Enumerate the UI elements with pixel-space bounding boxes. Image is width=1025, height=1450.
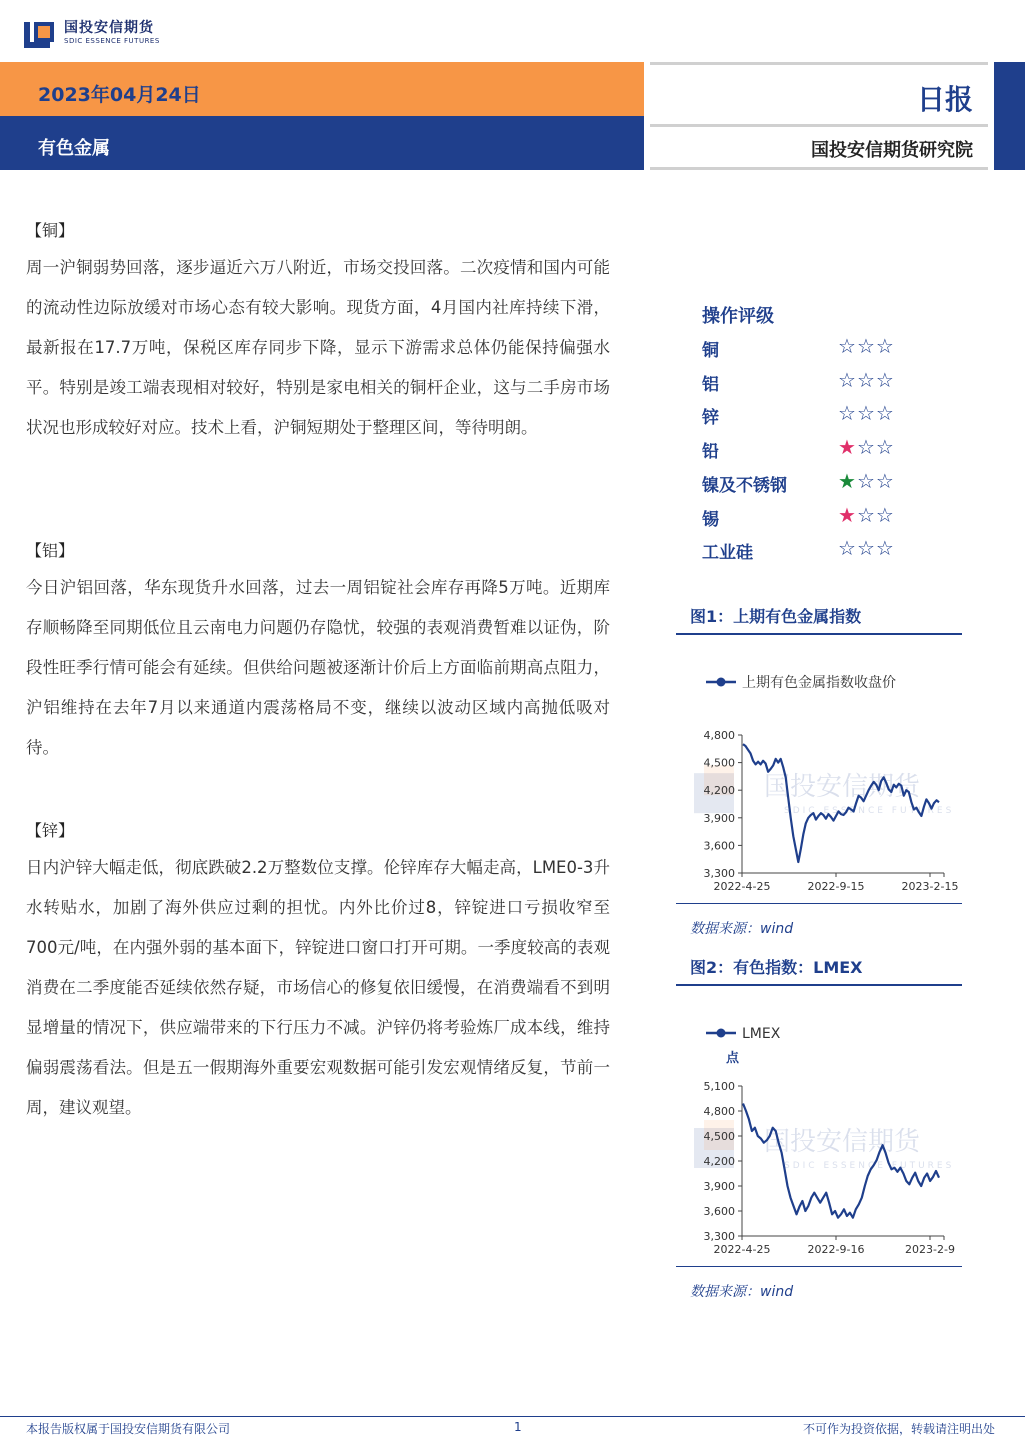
- watermark-subtext: SDIC ESSENCE FUTURES: [784, 1161, 955, 1171]
- star-filled-icon: ★: [838, 502, 857, 527]
- rating-name: 铅: [702, 442, 719, 463]
- y-tick-label: 3,900: [703, 1180, 735, 1193]
- y-tick-label: 3,300: [703, 867, 735, 880]
- figure1-title: 图1：上期有色金属指数: [690, 607, 862, 626]
- figure2-source: 数据来源：wind: [690, 1284, 794, 1300]
- figure2-chart: [676, 992, 962, 1262]
- star-outline-icon: ☆: [856, 468, 876, 493]
- star-filled-icon: ★: [838, 435, 857, 460]
- rating-stars: [838, 401, 895, 425]
- rating-name: 镍及不锈钢: [702, 475, 787, 496]
- x-tick-label: 2022-9-15: [807, 880, 865, 893]
- rating-row: [702, 367, 922, 404]
- section-title-copper: 【铜】: [26, 221, 75, 240]
- institute-name: 国投安信期货研究院: [811, 140, 973, 161]
- star-outline-icon: ☆: [856, 435, 876, 460]
- x-tick-label: 2022-9-16: [807, 1243, 865, 1256]
- legend-marker: [717, 1029, 726, 1038]
- report-category: 有色金属: [38, 138, 110, 159]
- star-filled-icon: ★: [838, 468, 857, 493]
- footer-disclaimer: 不可作为投资依据，转载请注明出处: [802, 1422, 995, 1436]
- star-outline-icon: ☆: [838, 334, 857, 358]
- figure2-top-rule: [676, 984, 962, 986]
- rating-name: 铜: [702, 341, 719, 361]
- star-outline-icon: ☆: [875, 468, 895, 493]
- legend-label: 上期有色金属指数收盘价: [742, 675, 896, 691]
- rating-name: 工业硅: [702, 543, 753, 564]
- section-text-aluminum: 今日沪铝回落，华东现货升水回落，过去一周铝锭社会库存再降5万吨。近期库存顺畅降至同期低位且云南电力问题仍存隐忧，较强的表观消费暂难以证伪，阶段性旺季行情可能会有延续。但供给问题被逐渐计价后上方面临前期高点阻力，沪铝维持在去年7月以来通道内震荡格局不变，继续以波动区域内高抛低吸对待。: [26, 578, 610, 757]
- rating-stars: [838, 334, 895, 358]
- section-text-copper: 周一沪铜弱势回落，逐步逼近六万八附近，市场交投回落。二次疫情和国内可能的流动性边际放缓对市场心态有较大影响。现货方面，4月国内社库持续下滑，最新报在17.7万吨，保税区库存同步下降，显示下游需求总体仍能保持偏强水平。特别是竣工端表现相对较好，特别是家电相关的铜杆企业，这与二手房市场状况也形成较好对应。技术上看，沪铜短期处于整理区间，等待明朗。: [26, 258, 610, 437]
- y-tick-label: 4,500: [703, 1130, 735, 1143]
- star-outline-icon: ☆: [875, 502, 895, 527]
- footer-rule: [0, 1416, 1025, 1417]
- watermark-text: 国投安信期货: [764, 772, 921, 803]
- y-tick-label: 3,600: [703, 1205, 735, 1218]
- footer-copyright: 本报告版权属于国投安信期货有限公司: [26, 1422, 231, 1436]
- rating-stars: [838, 435, 895, 459]
- x-tick-label: 2022-4-25: [713, 1243, 771, 1256]
- figure1-chart: [676, 640, 962, 900]
- x-tick-label: 2023-2-9: [905, 1243, 955, 1256]
- figure1-source: 数据来源：wind: [690, 921, 794, 937]
- y-tick-label: 4,200: [703, 1155, 735, 1168]
- rating-row: [702, 437, 922, 471]
- rating-stars: [838, 469, 895, 493]
- star-outline-icon: ☆: [838, 367, 857, 392]
- header-divider-mid: [650, 124, 988, 127]
- rating-row: [702, 538, 922, 572]
- series-line: [743, 744, 939, 862]
- star-outline-icon: ☆: [856, 536, 876, 561]
- figure1-top-rule: [676, 633, 962, 635]
- x-tick-label: 2022-4-25: [713, 880, 771, 893]
- star-outline-icon: ☆: [875, 334, 895, 358]
- legend-marker: [717, 678, 726, 687]
- watermark-text: 国投安信期货: [764, 1127, 921, 1157]
- y-tick-label: 3,300: [703, 1230, 735, 1243]
- header-accent-bar: [994, 62, 1025, 170]
- x-tick-label: 2023-2-15: [901, 880, 959, 893]
- header-divider-bottom: [650, 167, 988, 170]
- rating-row: [702, 468, 922, 505]
- rating-row: [702, 502, 922, 539]
- rating-stars: [838, 368, 895, 392]
- star-outline-icon: ☆: [856, 502, 876, 527]
- star-outline-icon: ☆: [875, 435, 895, 460]
- rating-name: 铝: [702, 374, 719, 395]
- rating-title: 操作评级: [702, 306, 774, 327]
- y-axis-unit: 点: [726, 1051, 740, 1066]
- rating-name: 锌: [702, 408, 719, 429]
- y-tick-label: 4,800: [703, 729, 735, 742]
- rating-name: 锡: [702, 509, 719, 530]
- report-date: 2023年04月24日: [38, 84, 201, 106]
- figure2-bottom-rule: [676, 1266, 962, 1267]
- star-outline-icon: ☆: [856, 334, 876, 358]
- star-outline-icon: ☆: [856, 401, 876, 426]
- header-divider-top: [650, 62, 988, 65]
- legend-label: LMEX: [742, 1026, 781, 1042]
- star-outline-icon: ☆: [838, 401, 857, 426]
- section-title-aluminum: 【铝】: [26, 541, 75, 560]
- star-outline-icon: ☆: [856, 367, 876, 392]
- page-number: 1: [514, 1420, 522, 1434]
- figure1-bottom-rule: [676, 903, 962, 904]
- company-logo-icon: [24, 18, 54, 48]
- y-tick-label: 3,900: [703, 811, 735, 825]
- section-text-zinc: 日内沪锌大幅走低，彻底跌破2.2万整数位支撑。伦锌库存大幅走高，LME0-3升水转贴水，加剧了海外供应过剩的担忧。内外比价过8，锌锭进口亏损收窄至700元/吨，在内强外弱的基本面下，锌锭进口窗口打开可期。一季度较高的表观消费在二季度能否延续依然存疑，市场信心的修复依旧缓慢，在消费端看不到明显增量的情况下，供应端带来的下行压力不减。沪锌仍将考验炼厂成本线，维持偏弱震荡看法。但是五一假期海外重要宏观数据可能引发宏观情绪反复，节前一周，建议观望。: [26, 858, 610, 1117]
- star-outline-icon: ☆: [875, 367, 895, 392]
- y-tick-label: 4,200: [703, 784, 735, 798]
- logo-subtext: SDIC ESSENCE FUTURES: [64, 37, 160, 45]
- rating-row: [702, 336, 922, 370]
- figure2-title: 图2：有色指数：LMEX: [690, 958, 863, 977]
- rating-stars: [838, 536, 895, 560]
- logo-text: 国投安信期货: [64, 20, 154, 36]
- section-title-zinc: 【锌】: [26, 821, 75, 840]
- rating-row: [702, 403, 922, 437]
- y-tick-label: 3,600: [703, 839, 735, 853]
- y-tick-label: 4,800: [703, 1105, 735, 1118]
- star-outline-icon: ☆: [875, 536, 895, 561]
- y-tick-label: 4,500: [703, 756, 735, 770]
- star-outline-icon: ☆: [875, 401, 895, 426]
- star-outline-icon: ☆: [838, 536, 857, 561]
- rating-stars: [838, 503, 895, 527]
- y-tick-label: 5,100: [703, 1080, 735, 1093]
- watermark-subtext: SDIC ESSENCE FUTURES: [784, 806, 955, 817]
- report-type: 日报: [916, 83, 973, 116]
